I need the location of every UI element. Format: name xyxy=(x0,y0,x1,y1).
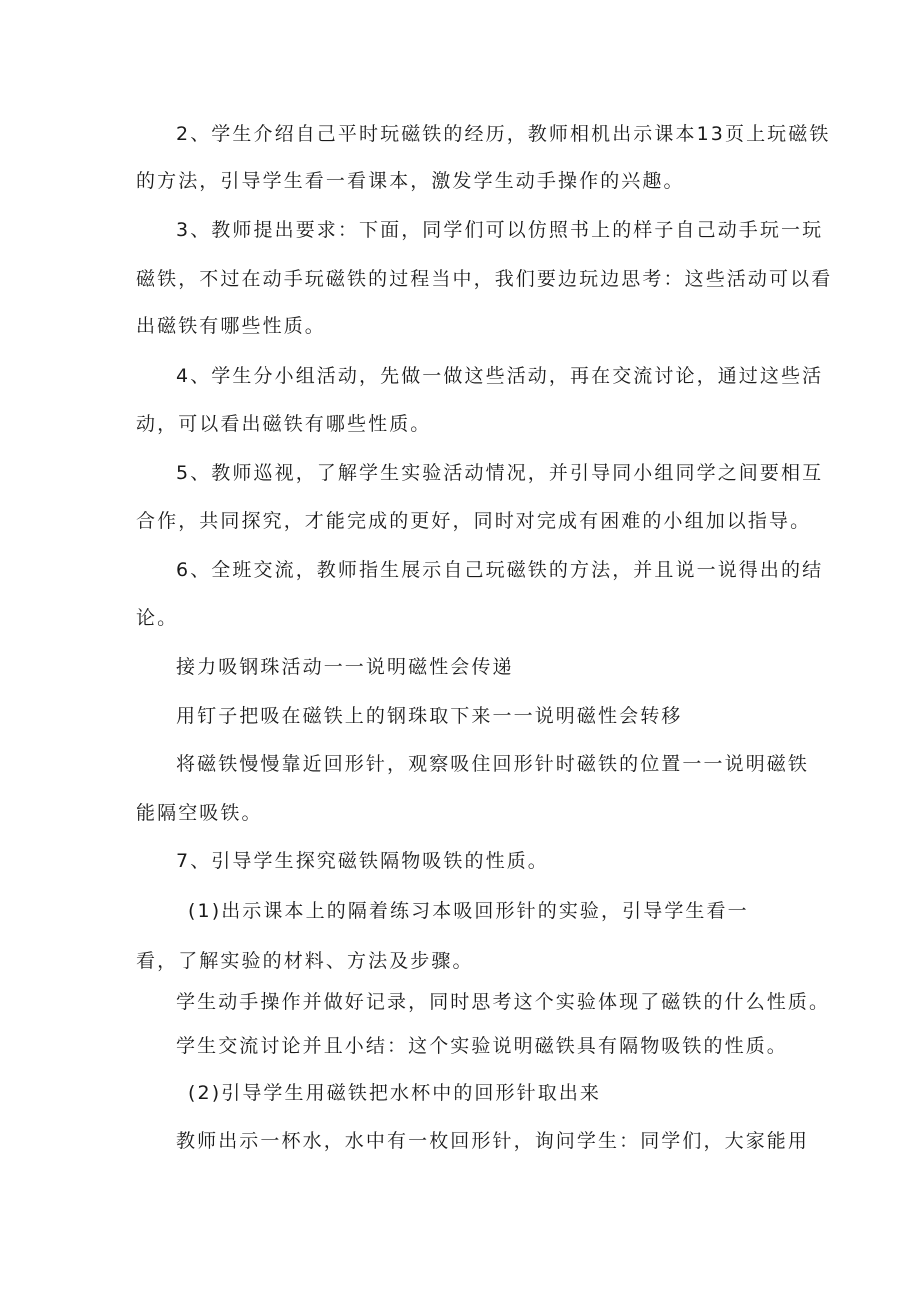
text-line-20: 学生交流讨论并且小结：这个实验说明磁铁具有隔物吸铁的性质。 xyxy=(176,1035,788,1057)
text-line-5: 出磁铁有哪些性质。 xyxy=(136,315,326,337)
text-line-2: 的方法，引导学生看一看课本，激发学生动手操作的兴趣。 xyxy=(136,170,685,192)
text-line-7: 动，可以看出磁铁有哪些性质。 xyxy=(136,413,432,435)
text-line-10: 6、全班交流，教师指生展示自己玩磁铁的方法，并且说一说得出的结 xyxy=(176,559,824,581)
text-line-22: 教师出示一杯水，水中有一枚回形针，询问学生：同学们，大家能用 xyxy=(176,1130,810,1152)
text-line-12: 接力吸钢珠活动一一说明磁性会传递 xyxy=(176,656,514,678)
text-line-11: 论。 xyxy=(136,607,179,629)
text-line-9: 合作，共同探究，才能完成的更好，同时对完成有困难的小组加以指导。 xyxy=(136,510,812,532)
text-line-13: 用钉子把吸在磁铁上的钢珠取下来一一说明磁性会转移 xyxy=(176,705,683,727)
text-line-6: 4、学生分小组活动，先做一做这些活动，再在交流讨论，通过这些活 xyxy=(176,365,824,387)
text-line-19: 学生动手操作并做好记录，同时思考这个实验体现了磁铁的什么性质。 xyxy=(176,991,831,1013)
text-line-16: 7、引导学生探究磁铁隔物吸铁的性质。 xyxy=(176,850,549,872)
text-line-8: 5、教师巡视，了解学生实验活动情况，并引导同小组同学之间要相互 xyxy=(176,462,824,484)
text-line-4: 磁铁，不过在动手玩磁铁的过程当中，我们要边玩边思考：这些活动可以看 xyxy=(136,268,833,290)
text-line-21: (2)引导学生用磁铁把水杯中的回形针取出来 xyxy=(188,1082,602,1104)
text-line-14: 将磁铁慢慢靠近回形针，观察吸住回形针时磁铁的位置一一说明磁铁 xyxy=(176,753,810,775)
text-line-15: 能隔空吸铁。 xyxy=(136,802,263,824)
text-line-1: 2、学生介绍自己平时玩磁铁的经历，教师相机出示课本13页上玩磁铁 xyxy=(176,123,831,145)
text-line-3: 3、教师提出要求：下面，同学们可以仿照书上的样子自己动手玩一玩 xyxy=(176,219,824,241)
text-line-17: (1)出示课本上的隔着练习本吸回形针的实验，引导学生看一 xyxy=(188,900,749,922)
text-line-18: 看，了解实验的材料、方法及步骤。 xyxy=(136,950,474,972)
